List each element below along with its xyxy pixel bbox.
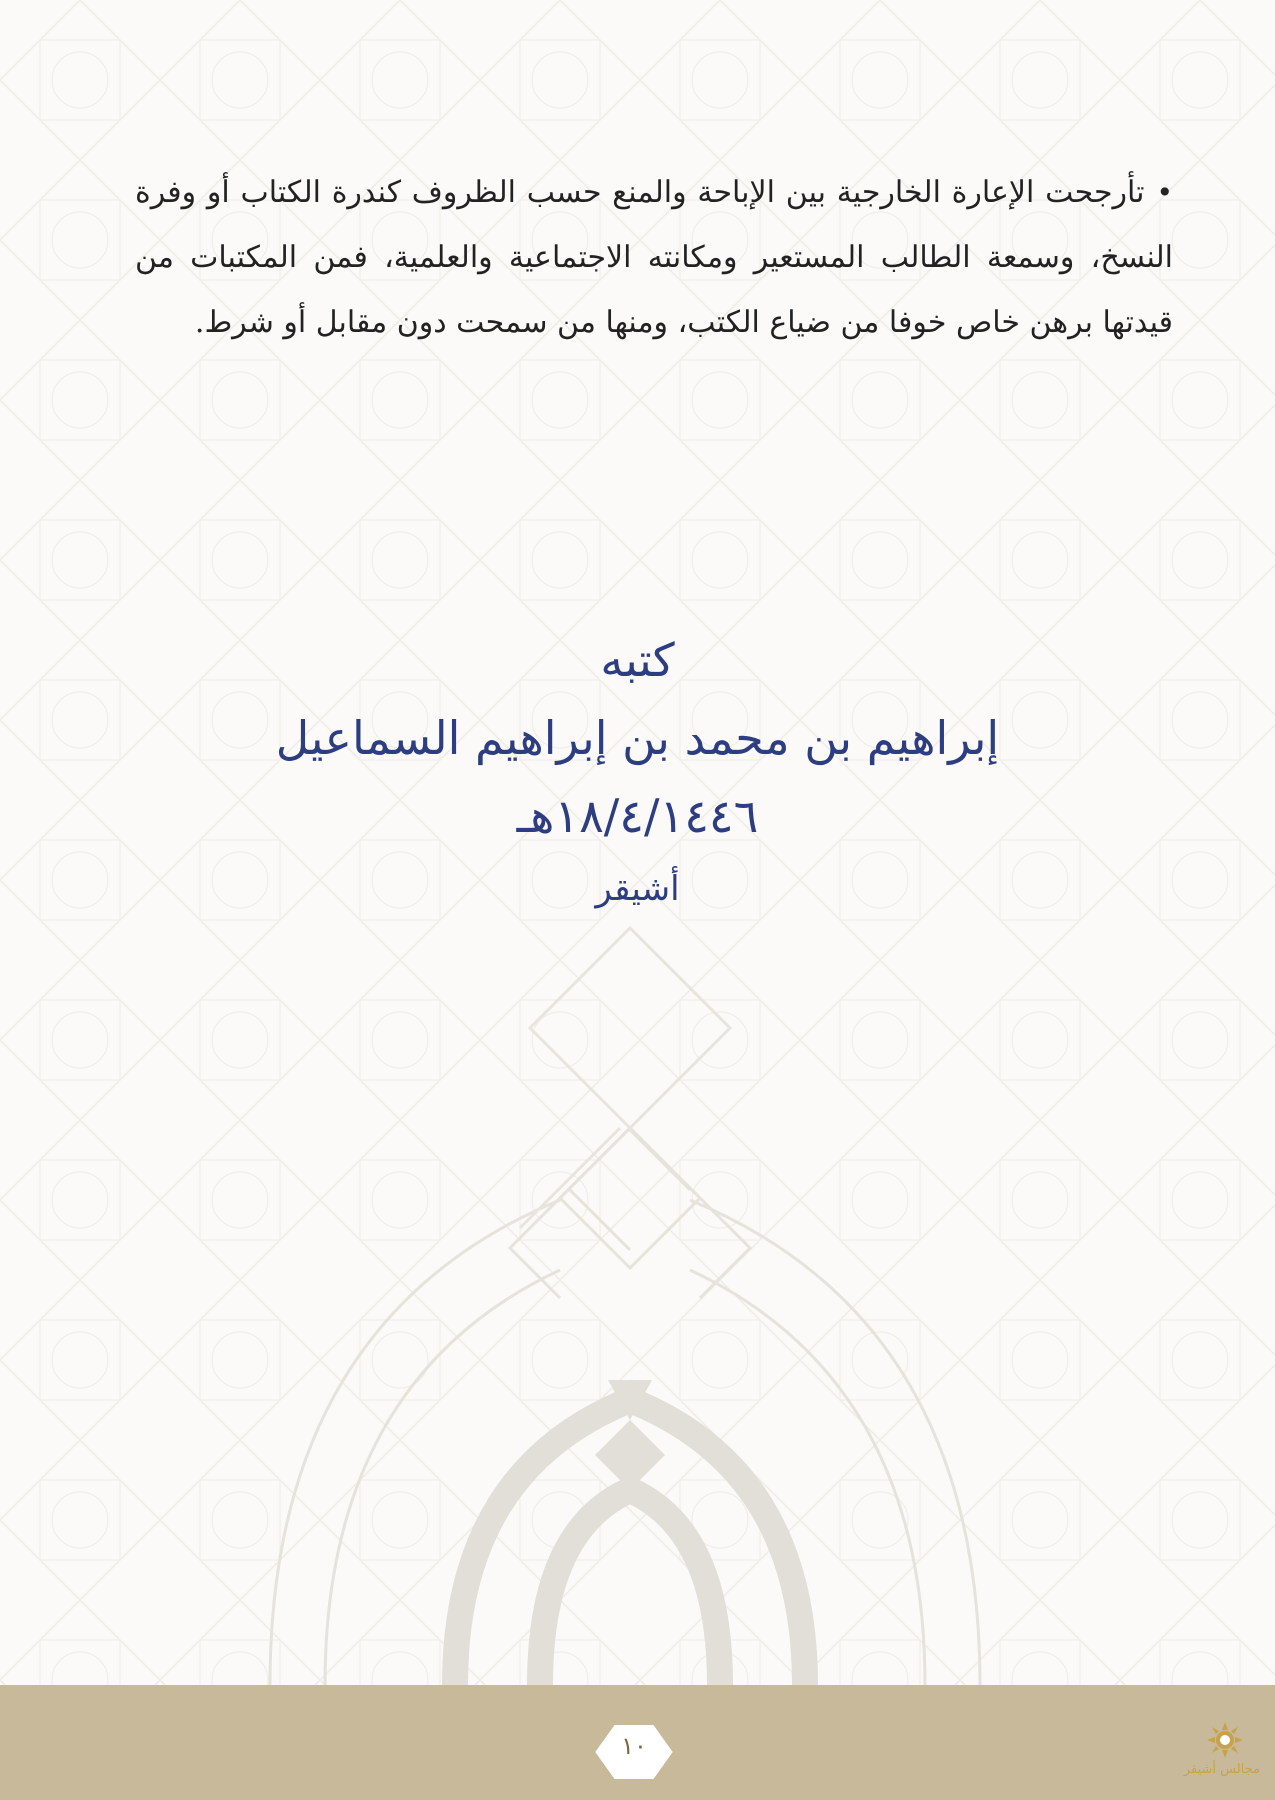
signature-block: [0, 630, 1275, 912]
bullet-marker: •: [1156, 176, 1173, 209]
body-paragraph: [135, 160, 1173, 355]
sun-emblem-icon: [1205, 1720, 1245, 1760]
publisher-name: مجالس أشيقر: [1183, 1762, 1260, 1777]
signature-written-by: كتبه: [600, 633, 675, 687]
page-number: ١٠: [621, 1732, 647, 1760]
paragraph-text: تأرجحت الإعارة الخارجية بين الإباحة والمنع حسب الظروف كندرة الكتاب أو وفرة النسخ، وسمعة الطالب المستعير ومكانته الاجتماعية والعلمية، فمن المكتبات من قيدتها برهن خاص خوفا من ضياع الكتب، ومنها من سمحت دون مقابل أو شرط.: [135, 175, 1173, 340]
signature-place: أشيقر: [595, 869, 680, 909]
signature-author: إبراهيم بن محمد بن إبراهيم السماعيل: [275, 711, 1000, 765]
signature-date: ١٨/٤/١٤٤٦هـ: [516, 789, 759, 843]
publisher-logo: [1183, 1720, 1260, 1780]
